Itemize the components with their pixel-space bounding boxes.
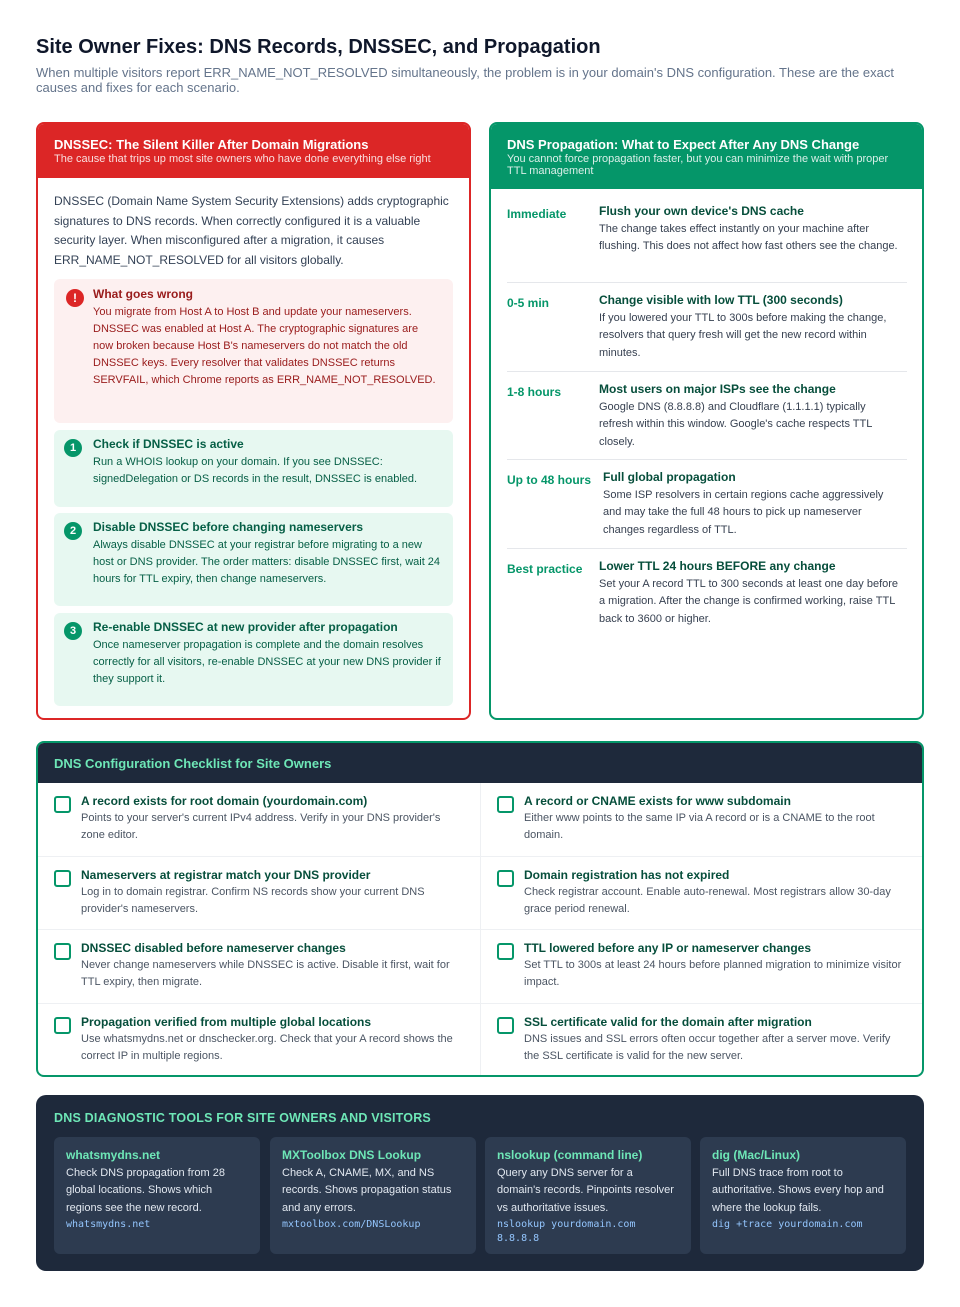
tool-name: MXToolbox DNS Lookup xyxy=(282,1148,422,1162)
dnssec-intro: DNSSEC (Domain Name System Security Extensions) adds cryptographic signatures to DNS records. When correctly configured it is a valuable security layer. When misconfigured after a migration, it causes ERR_NAME_NOT_RESOLVED for all visitors globally. xyxy=(54,194,449,267)
timeline-row-48-hours xyxy=(507,470,907,549)
checklist-item xyxy=(480,1004,922,1077)
propagation-card xyxy=(489,122,924,720)
page-title: Site Owner Fixes: DNS Records, DNSSEC, and Propagation xyxy=(36,36,601,58)
checklist-item xyxy=(38,783,480,857)
timeline-title: Full global propagation xyxy=(603,470,736,484)
checklist-item-text: Never change nameservers while DNSSEC is active. Disable it first, wait for TTL expiry, then migrate. xyxy=(81,959,450,989)
checklist-item-text: DNS issues and SSL errors often occur together after a server move. Verify the SSL certificate is valid for the new server. xyxy=(524,1033,891,1063)
tool-description: Query any DNS server for a domain's records. Pinpoints resolver vs authoritative issues. xyxy=(497,1167,674,1214)
timeline-text: Some ISP resolvers in certain regions cache aggressively and may take the full 48 hours to pick up nameserver changes regardless of TTL. xyxy=(603,489,884,536)
timeline-text: If you lowered your TTL to 300s before making the change, resolvers that query fresh will get the new record within minutes. xyxy=(599,312,887,359)
checklist-item-text: Check registrar account. Enable auto-renewal. Most registrars allow 30-day grace period renewal. xyxy=(524,886,891,916)
warning-box xyxy=(54,279,453,423)
dnssec-card-title: DNSSEC: The Silent Killer After Domain Migrations xyxy=(54,137,369,152)
step-disable-dnssec xyxy=(54,513,453,606)
checkbox[interactable] xyxy=(54,943,71,960)
checkbox[interactable] xyxy=(497,943,514,960)
tool-description: Full DNS trace from root to authoritative. Shows every hop and where the lookup fails. xyxy=(712,1167,884,1214)
checklist-item-title: Nameservers at registrar match your DNS provider xyxy=(81,868,371,882)
dnssec-card xyxy=(36,122,471,720)
warning-text: You migrate from Host A to Host B and update your nameservers. DNSSEC was enabled at Host A. The cryptographic signatures are now broken because Host B's nameservers do not match the old DNSSEC keys. Every resolver that validates DNSSEC returns SERVFAIL, which Chrome reports as ERR_NAME_NOT_RESOLVED. xyxy=(93,306,436,386)
checklist-item xyxy=(38,930,480,1004)
tool-command: nslookup yourdomain.com 8.8.8.8 xyxy=(497,1218,636,1244)
checklist-item-text: Either www points to the same IP via A record or is a CNAME to the root domain. xyxy=(524,812,875,842)
checklist-item-title: Domain registration has not expired xyxy=(524,868,730,882)
warning-title: What goes wrong xyxy=(93,287,193,301)
dnssec-card-header xyxy=(38,124,469,178)
checklist-item-text: Points to your server's current IPv4 address. Verify in your DNS provider's zone editor. xyxy=(81,812,441,842)
step-title: Check if DNSSEC is active xyxy=(93,437,244,451)
timeline-row-1-8-hours xyxy=(507,382,907,460)
checklist-item xyxy=(480,783,922,857)
tool-card-mxtoolbox xyxy=(270,1137,476,1254)
checklist-item xyxy=(480,930,922,1004)
checklist-item-title: SSL certificate valid for the domain after migration xyxy=(524,1015,812,1029)
step-title: Re-enable DNSSEC at new provider after propagation xyxy=(93,620,398,634)
propagation-card-subtitle: You cannot force propagation faster, but you can minimize the wait with proper TTL management xyxy=(507,153,889,177)
tool-card-whatsmydns xyxy=(54,1137,260,1254)
tool-name: dig (Mac/Linux) xyxy=(712,1148,800,1162)
step-reenable-dnssec xyxy=(54,613,453,706)
step-title: Disable DNSSEC before changing nameservers xyxy=(93,520,364,534)
tool-name: whatsmydns.net xyxy=(66,1148,161,1162)
tool-command: dig +trace yourdomain.com xyxy=(712,1218,863,1230)
checklist-item-text: Set TTL to 300s at least 24 hours before planned migration to minimize visitor impact. xyxy=(524,959,902,989)
tool-description: Check A, CNAME, MX, and NS records. Shows propagation status and any errors. xyxy=(282,1167,452,1214)
timeline-label: 1-8 hours xyxy=(507,385,562,399)
tool-link[interactable]: whatsmydns.net xyxy=(66,1218,151,1230)
tool-card-nslookup xyxy=(485,1137,691,1254)
checklist-item xyxy=(38,1004,480,1077)
timeline-label: Best practice xyxy=(507,562,583,576)
timeline-title: Change visible with low TTL (300 seconds) xyxy=(599,293,843,307)
dnssec-card-subtitle: The cause that trips up most site owners who have done everything else right xyxy=(54,153,431,165)
tool-card-dig xyxy=(700,1137,906,1254)
diagnostic-tools-panel xyxy=(36,1095,924,1271)
timeline-row-immediate xyxy=(507,204,907,283)
timeline-text: Set your A record TTL to 300 seconds at least one day before a migration. After the change is confirmed working, raise TTL back to 3600 or higher. xyxy=(599,578,899,625)
step-text: Once nameserver propagation is complete and the domain resolves correctly for all visitors, re-enable DNSSEC at your new DNS provider if they support it. xyxy=(93,639,441,685)
tool-name: nslookup (command line) xyxy=(497,1148,643,1162)
timeline-text: Google DNS (8.8.8.8) and Cloudflare (1.1.1.1) typically refresh within this window. Google's cache respects TTL closely. xyxy=(599,401,872,448)
checklist-item-title: Propagation verified from multiple global locations xyxy=(81,1015,372,1029)
dns-checklist xyxy=(36,741,924,1077)
step-text: Always disable DNSSEC at your registrar before migrating to a new host or DNS provider. The order matters: disable DNSSEC first, wait 24 hours for TTL expiry, then change nameservers. xyxy=(93,539,441,585)
checklist-item-text: Use whatsmydns.net or dnschecker.org. Check that your A record shows the correct IP in multiple regions. xyxy=(81,1033,453,1063)
timeline-row-best-practice xyxy=(507,559,907,638)
step-number-badge: 2 xyxy=(64,522,82,540)
tools-title: DNS DIAGNOSTIC TOOLS FOR SITE OWNERS AND VISITORS xyxy=(54,1111,431,1125)
checkbox[interactable] xyxy=(497,870,514,887)
checkbox[interactable] xyxy=(54,870,71,887)
timeline-title: Lower TTL 24 hours BEFORE any change xyxy=(599,559,836,573)
checkbox[interactable] xyxy=(497,796,514,813)
propagation-card-title: DNS Propagation: What to Expect After Any DNS Change xyxy=(507,137,860,152)
page-subtitle: When multiple visitors report ERR_NAME_NOT_RESOLVED simultaneously, the problem is in your domain's DNS configuration. These are the exact causes and fixes for each scenario. xyxy=(36,65,894,95)
checklist-title: DNS Configuration Checklist for Site Owners xyxy=(38,743,922,783)
timeline-label: Up to 48 hours xyxy=(507,473,592,487)
checkbox[interactable] xyxy=(54,1017,71,1034)
propagation-card-header xyxy=(491,124,922,189)
step-number-badge: 1 xyxy=(64,439,82,457)
timeline-label: Immediate xyxy=(507,207,567,221)
checklist-item-text: Log in to domain registrar. Confirm NS records show your current DNS provider's nameservers. xyxy=(81,886,425,916)
step-check-dnssec xyxy=(54,430,453,507)
step-text: Run a WHOIS lookup on your domain. If you see DNSSEC: signedDelegation or DS records in the result, DNSSEC is enabled. xyxy=(93,456,418,485)
timeline-row-0-5-min xyxy=(507,293,907,372)
checkbox[interactable] xyxy=(497,1017,514,1034)
checklist-item-title: A record exists for root domain (yourdomain.com) xyxy=(81,794,368,808)
checkbox[interactable] xyxy=(54,796,71,813)
checklist-item-title: DNSSEC disabled before nameserver changes xyxy=(81,941,346,955)
checklist-item-title: A record or CNAME exists for www subdomain xyxy=(524,794,791,808)
checklist-item xyxy=(480,857,922,930)
alert-icon: ! xyxy=(66,289,84,307)
timeline-label: 0-5 min xyxy=(507,296,550,310)
tool-link[interactable]: mxtoolbox.com/DNSLookup xyxy=(282,1218,421,1230)
timeline-text: The change takes effect instantly on your machine after flushing. This does not affect how fast others see the change. xyxy=(599,223,898,253)
timeline-title: Flush your own device's DNS cache xyxy=(599,204,804,218)
tool-description: Check DNS propagation from 28 global locations. Shows which regions see the new record. xyxy=(66,1167,225,1214)
checklist-item xyxy=(38,857,480,930)
timeline-title: Most users on major ISPs see the change xyxy=(599,382,836,396)
step-number-badge: 3 xyxy=(64,622,82,640)
checklist-item-title: TTL lowered before any IP or nameserver changes xyxy=(524,941,811,955)
